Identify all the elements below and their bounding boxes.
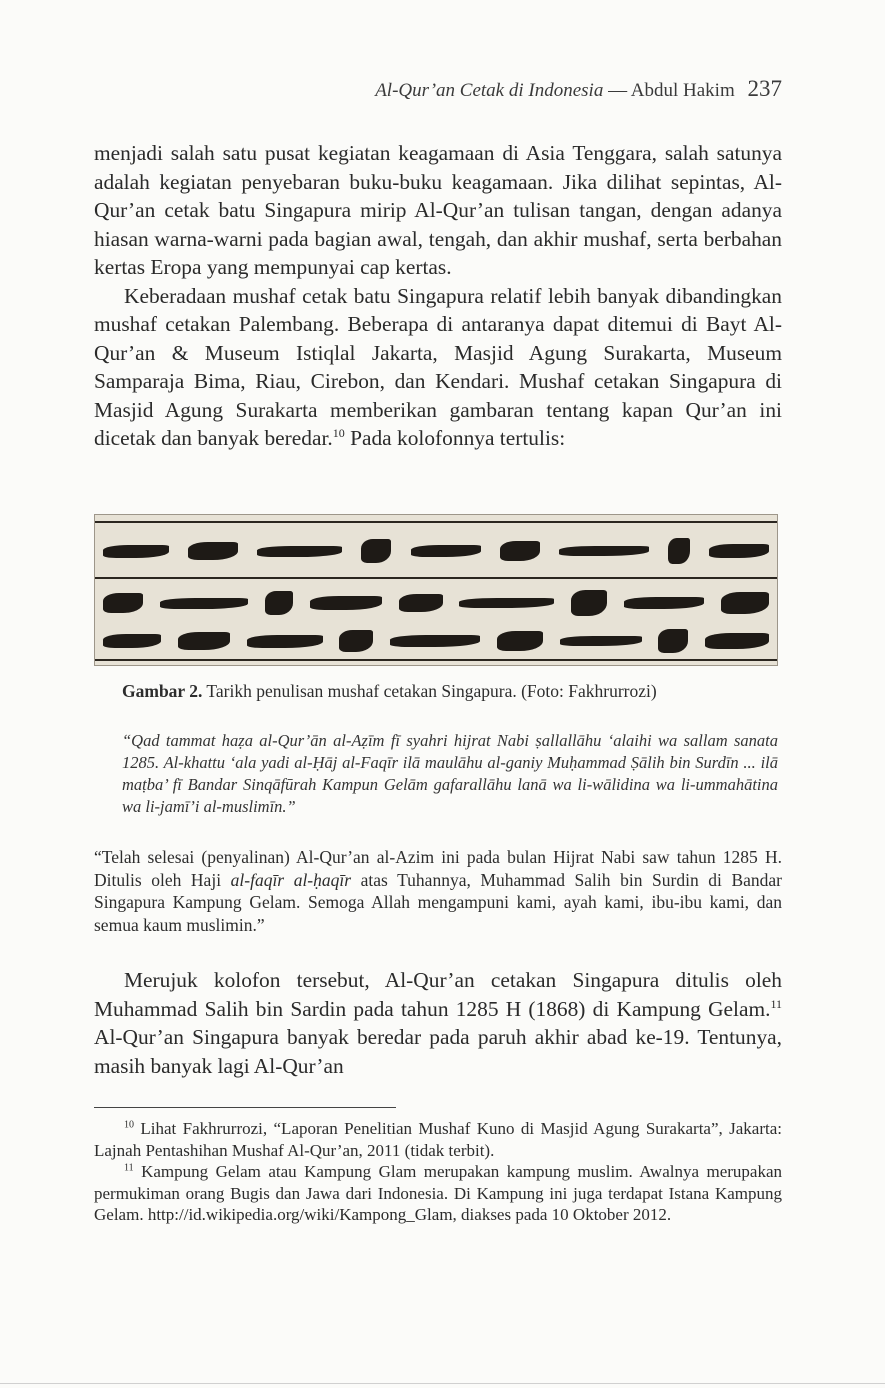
- translation-italic: al-faqīr al-ḥaqīr: [230, 869, 352, 890]
- translation-text-2: atas Tuhannya, Muhammad Salih bin Surdin di Bandar Singapura Kampung Gelam. Semoga Allah mengampuni kami, ayah kami, ibu-ibu kami, dan semua kaum muslimin.”: [94, 869, 783, 935]
- body-text-2: [94, 966, 782, 1080]
- running-head-separator: —: [603, 80, 631, 101]
- scan-edge: [0, 1383, 885, 1384]
- footnote-10-text: Lihat Fakhrurrozi, “Laporan Penelitian Mushaf Kuno di Masjid Agung Surakarta”, Jakarta: Lajnah Pentashihan Mushaf Al-Qur’an, 2011 (tidak terbit).: [94, 1119, 782, 1160]
- page-number: 237: [747, 76, 782, 101]
- paragraph-1: menjadi salah satu pusat kegiatan keagamaan di Asia Tenggara, salah satunya adalah kegiatan penyebaran buku-buku keagamaan. Jika dilihat sepintas, Al-Qur’an cetak batu Singapura mirip Al-Qur’an tulisan tangan, dengan adanya hiasan warna-warni pada bagian awal, tengah, dan akhir mushaf, serta berbahan kertas Eropa yang mempunyai cap kertas.: [94, 141, 782, 279]
- paragraph-3: [94, 966, 782, 1080]
- paragraph-2-text: Keberadaan mushaf cetak batu Singapura relatif lebih banyak dibandingkan mushaf cetakan Palembang. Beberapa di antaranya dapat ditemui di Bayt Al-Qur’an & Museum Istiqlal Jakarta, Masjid Agung Surakarta, Museum Samparaja Bima, Riau, Cirebon, dan Kendari. Mushaf cetakan Singapura di Masjid Agung Surakarta memberikan gambaran tentang kapan Qur’an ini dicetak dan banyak beredar.: [94, 283, 782, 450]
- figure-caption: [122, 681, 657, 702]
- colophon-rule: [95, 577, 777, 579]
- footnote-ref-11: 11: [770, 996, 782, 1011]
- footnote-ref-10: 10: [332, 425, 345, 440]
- paragraph-2: [94, 282, 782, 453]
- footnotes: [94, 1118, 782, 1226]
- translation-text-1: “Telah selesai (penyalinan) Al-Qur’an al-Azim ini pada bulan Hijrat Nabi saw tahun 1285 H. Ditulis oleh Haji: [94, 847, 782, 890]
- footnote-11-tail: , diakses pada 10 Oktober 2012.: [452, 1205, 672, 1224]
- running-head: [94, 76, 782, 102]
- colophon-script-line-3: [103, 619, 769, 663]
- running-head-title: Al-Qur’an Cetak di Indonesia: [375, 80, 604, 101]
- paragraph-3-tail: Al-Qur’an Singapura banyak beredar pada paruh akhir abad ke-19. Tentunya, masih banyak lagi Al-Qur’an: [94, 1025, 782, 1078]
- footnote-10-number: 10: [124, 1119, 134, 1131]
- footnote-11-text: Kampung Gelam atau Kampung Glam merupakan kampung muslim. Awalnya merupakan permukiman orang Bugis dan Jawa dari Indonesia. Di Kampung ini juga terdapat Istana Kampung Gelam.: [94, 1162, 782, 1224]
- colophon-translation: [94, 846, 782, 936]
- colophon-image: [94, 514, 778, 666]
- footnote-11-number: 11: [124, 1162, 134, 1174]
- body-text: [94, 139, 782, 453]
- footnote-11-link[interactable]: http://id.wikipedia.org/wiki/Kampong_Glam: [147, 1205, 453, 1224]
- colophon-rule: [95, 659, 777, 661]
- colophon-transliteration: “Qad tammat haẓa al-Qur’ān al-Aẓīm fī syahri hijrat Nabi ṣallallāhu ‘alaihi wa sallam sanata 1285. Al-khattu ‘ala yadi al-Ḥāj al-Faqīr ilā maulāhu al-ganiy Muḥammad Ṣālih bin Surdīn ... ilā maṭba’ fī Bandar Sinqāfūrah Kampun Gelām gafarallāhu lanā wa li-wālidina wa li-ummahātina wa li-jamī’i al-muslimīn.”: [122, 731, 778, 816]
- footnote-divider: [94, 1107, 396, 1108]
- paragraph-2-tail: Pada kolofonnya tertulis:: [344, 426, 566, 450]
- footnote-11: [94, 1161, 782, 1226]
- paragraph-3-text: Merujuk kolofon tersebut, Al-Qur’an cetakan Singapura ditulis oleh Muhammad Salih bin Sardin pada tahun 1285 H (1868) di Kampung Gelam.: [94, 968, 782, 1021]
- running-head-author: Abdul Hakim: [630, 80, 735, 101]
- footnote-10: [94, 1118, 782, 1161]
- figure-caption-label: Gambar 2.: [122, 681, 203, 701]
- figure-caption-text: Tarikh penulisan mushaf cetakan Singapura. (Foto: Fakhrurrozi): [202, 681, 657, 701]
- colophon-rule: [95, 521, 777, 523]
- colophon-script-line-1: [103, 529, 769, 573]
